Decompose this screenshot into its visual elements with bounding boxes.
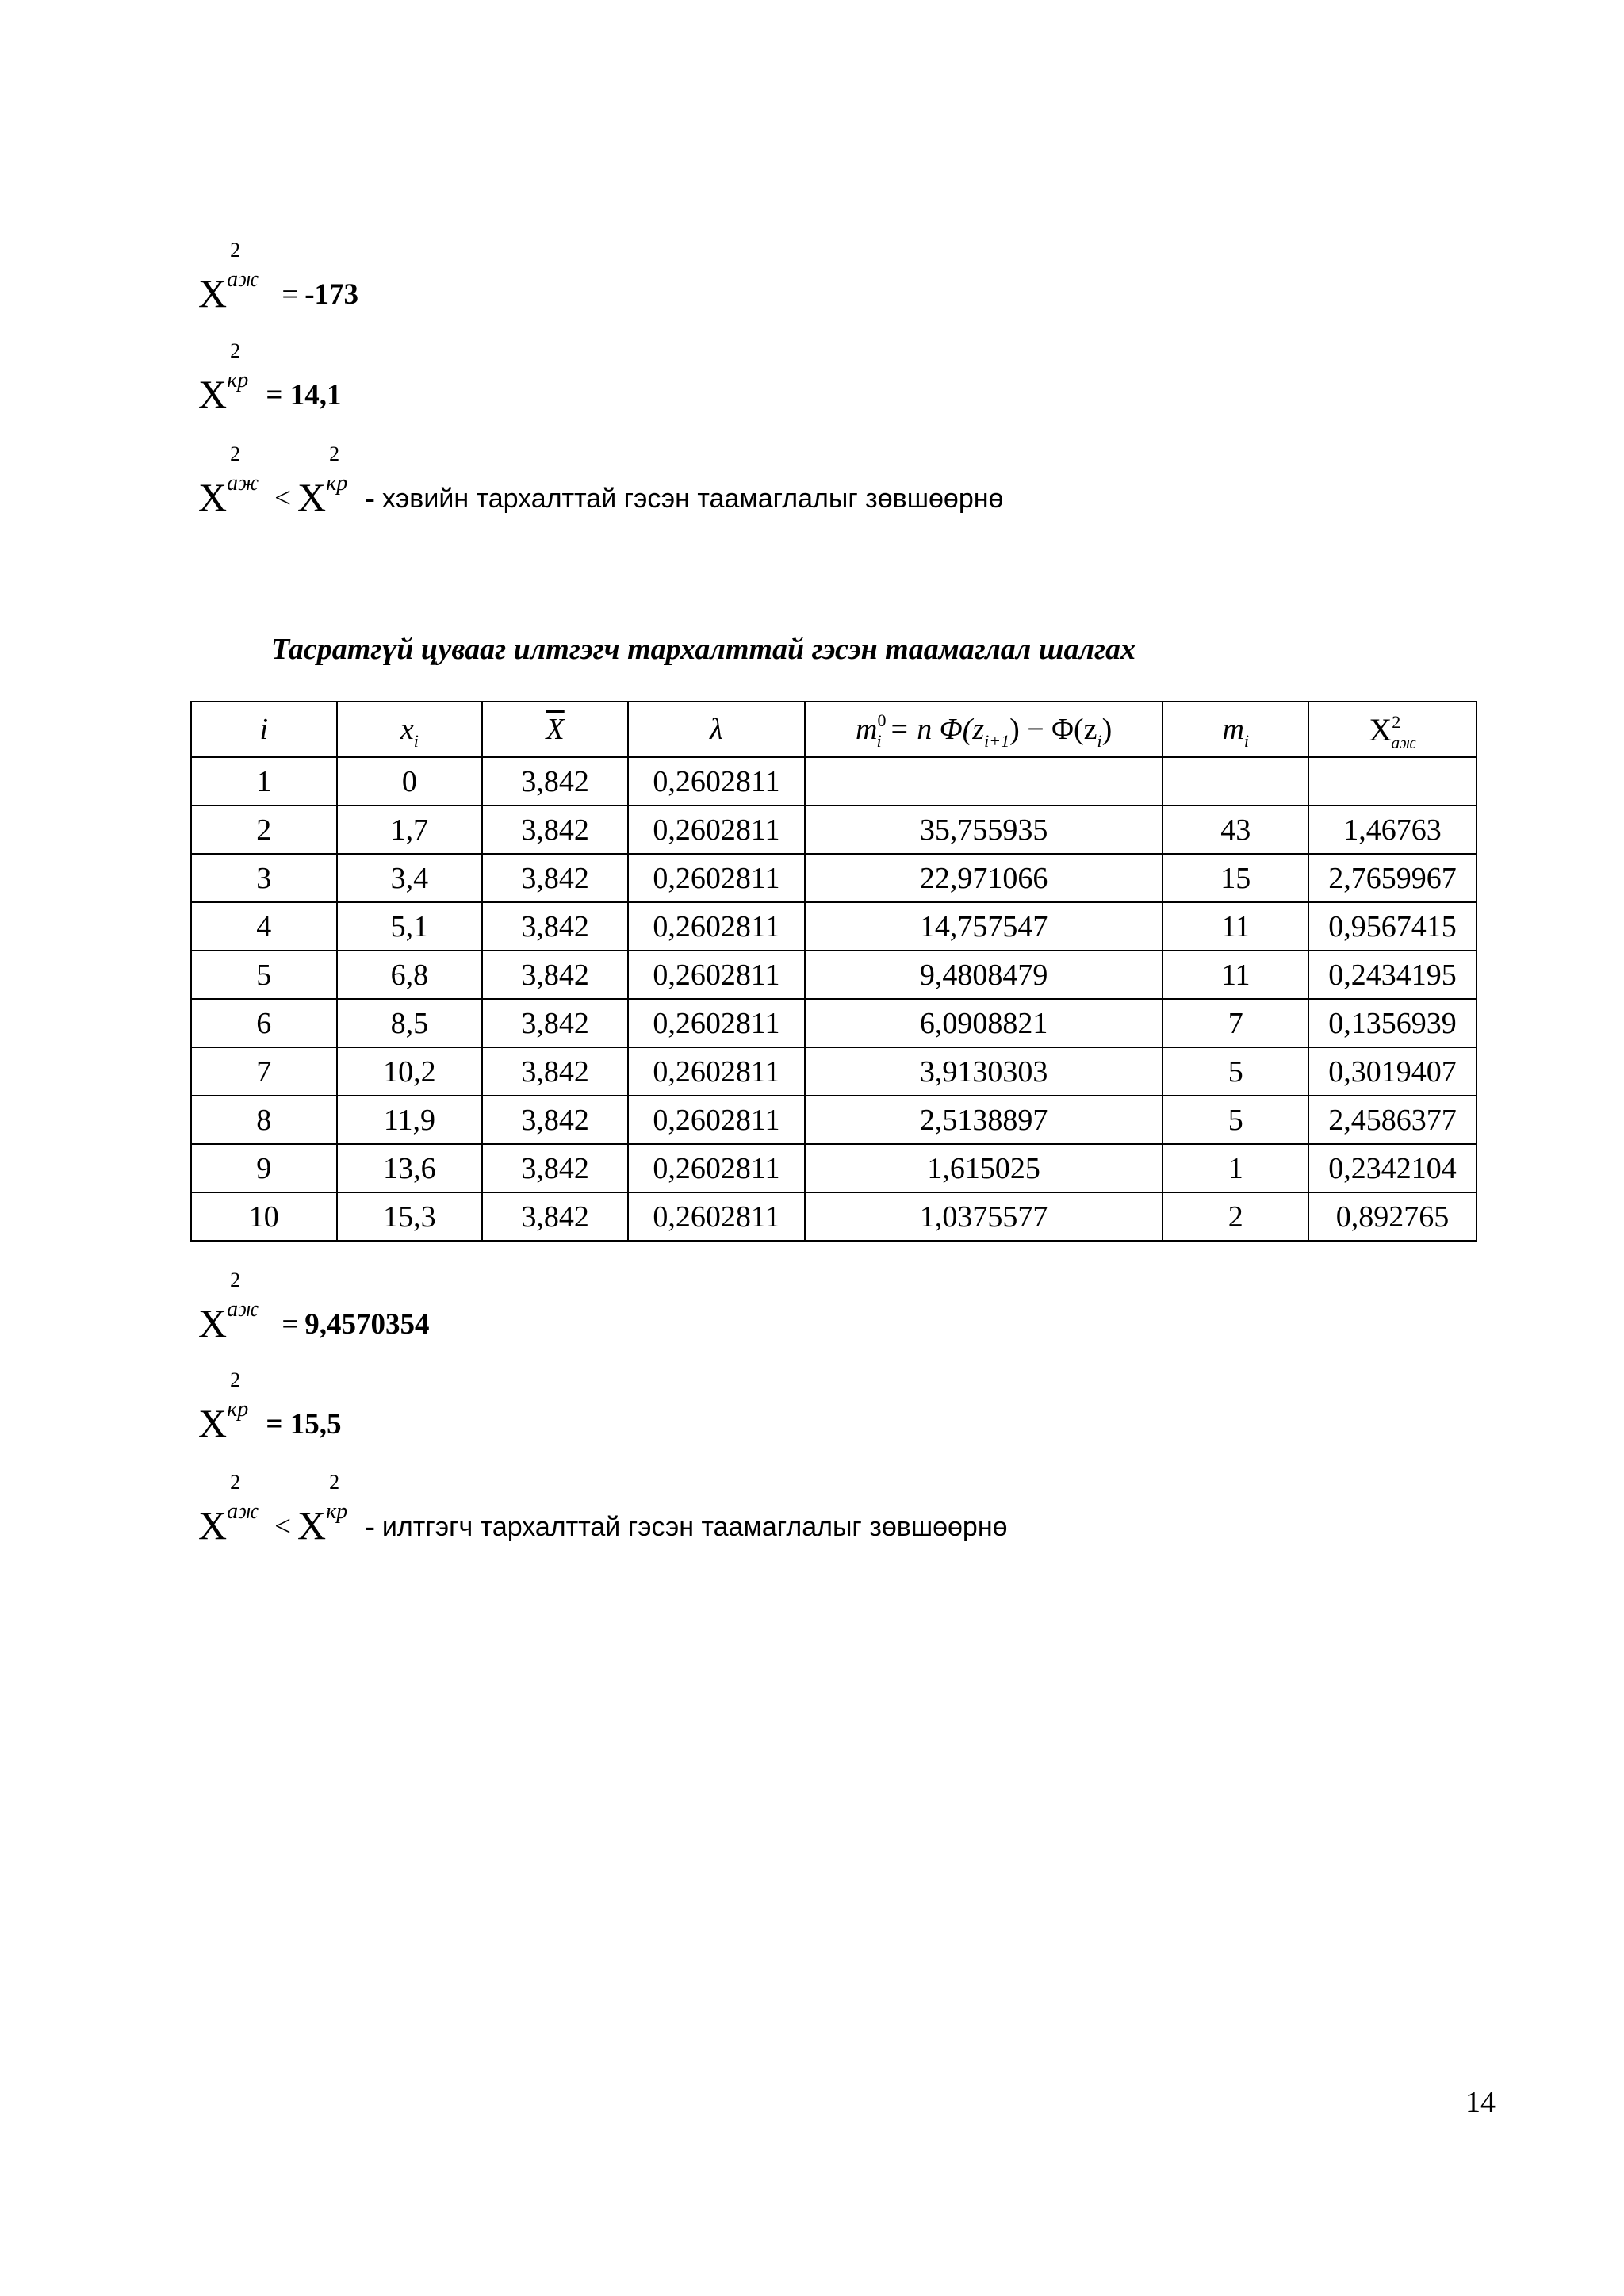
page-number: 14	[1465, 2086, 1496, 2119]
header-i: i	[191, 702, 337, 757]
chi-superscript: 2	[230, 339, 241, 362]
table-row	[191, 806, 1477, 854]
cell-x: 1,7	[337, 806, 483, 854]
cell-i: 10	[191, 1192, 337, 1241]
header-lambda: λ	[628, 702, 805, 757]
chi-subscript: кр	[227, 368, 249, 392]
chi-symbol: X	[198, 271, 228, 316]
cell-mean: 3,842	[482, 757, 628, 806]
cell-expected: 14,757547	[805, 902, 1163, 951]
cell-lambda: 0,2602811	[628, 757, 805, 806]
cell-mean: 3,842	[482, 902, 628, 951]
cell-observed: 7	[1162, 999, 1308, 1047]
chi-symbol: X	[198, 372, 228, 416]
header-x: $x_i$	[337, 702, 483, 757]
cell-observed: 1	[1162, 1144, 1308, 1192]
cell-x: 11,9	[337, 1096, 483, 1144]
equals-sign: =	[266, 1408, 283, 1441]
cell-chi: 0,1356939	[1308, 999, 1477, 1047]
chi-symbol: X	[198, 475, 228, 519]
cell-chi: 2,4586377	[1308, 1096, 1477, 1144]
cell-i: 9	[191, 1144, 337, 1192]
cell-observed: 2	[1162, 1192, 1308, 1241]
cell-x: 8,5	[337, 999, 483, 1047]
cell-x: 10,2	[337, 1047, 483, 1096]
chi-superscript: 2	[230, 442, 241, 465]
cell-observed: 11	[1162, 902, 1308, 951]
cell-chi: 0,2434195	[1308, 951, 1477, 999]
chi-symbol: X	[198, 1401, 228, 1445]
table-row	[191, 1144, 1477, 1192]
chi-square-observed-1	[198, 239, 359, 316]
cell-lambda: 0,2602811	[628, 1096, 805, 1144]
cell-x: 3,4	[337, 854, 483, 902]
cell-chi: 0,892765	[1308, 1192, 1477, 1241]
cell-x: 0	[337, 757, 483, 806]
cell-lambda: 0,2602811	[628, 1144, 805, 1192]
chi-subscript: аж	[227, 267, 259, 292]
less-than-sign: <	[274, 482, 291, 515]
hypothesis-conclusion-1	[198, 442, 1004, 519]
header-mean: $\overline{X}$	[482, 702, 628, 757]
header-expected-frequency: $m^0_i = n$ $\Phi(z_{i+1}) - \Phi(z_i)$	[805, 702, 1163, 757]
cell-chi	[1308, 757, 1477, 806]
chi-symbol: X	[297, 1503, 327, 1548]
cell-expected: 1,615025	[805, 1144, 1163, 1192]
header-observed-frequency: $m_i$	[1162, 702, 1308, 757]
chi-subscript: аж	[227, 471, 259, 496]
chi-superscript: 2	[230, 1368, 241, 1391]
chi-subscript: кр	[227, 1397, 249, 1422]
chi-square-critical-1	[198, 339, 342, 416]
cell-expected: 3,9130303	[805, 1047, 1163, 1096]
cell-i: 7	[191, 1047, 337, 1096]
exponential-test-table	[190, 701, 1477, 1242]
equals-sign: =	[282, 1308, 299, 1341]
cell-expected: 2,5138897	[805, 1096, 1163, 1144]
chi-superscript: 2	[329, 442, 340, 465]
cell-chi: 1,46763	[1308, 806, 1477, 854]
cell-lambda: 0,2602811	[628, 999, 805, 1047]
cell-chi: 0,9567415	[1308, 902, 1477, 951]
cell-chi: 2,7659967	[1308, 854, 1477, 902]
equals-sign: =	[266, 379, 283, 411]
cell-expected: 35,755935	[805, 806, 1163, 854]
chi-subscript: аж	[227, 1499, 259, 1524]
cell-i: 8	[191, 1096, 337, 1144]
chi-subscript: кр	[326, 1499, 348, 1524]
chi-superscript: 2	[230, 1471, 241, 1494]
cell-lambda: 0,2602811	[628, 1047, 805, 1096]
chi-symbol: X	[297, 475, 327, 519]
cell-expected: 22,971066	[805, 854, 1163, 902]
header-chi-square: $X^2_{аж}$	[1308, 702, 1477, 757]
cell-lambda: 0,2602811	[628, 902, 805, 951]
chi-square-critical-2	[198, 1368, 342, 1445]
chi-symbol: X	[198, 1503, 228, 1548]
chi-critical-value: 15,5	[289, 1408, 342, 1441]
conclusion-text: хэвийн тархалттай гэсэн таамаглалыг зөвшөөрнө	[381, 484, 1004, 514]
dash: -	[365, 482, 375, 515]
table-header-row	[191, 702, 1477, 757]
chi-superscript: 2	[230, 1269, 241, 1292]
cell-observed	[1162, 757, 1308, 806]
cell-mean: 3,842	[482, 999, 628, 1047]
cell-lambda: 0,2602811	[628, 1192, 805, 1241]
table-row	[191, 757, 1477, 806]
cell-x: 15,3	[337, 1192, 483, 1241]
chi-square-observed-2	[198, 1269, 430, 1345]
section-heading: Тасратгүй цуваaг илтгэгч тархалттай гэсэн таамаглал шалгах	[271, 633, 1136, 666]
cell-chi: 0,3019407	[1308, 1047, 1477, 1096]
cell-i: 3	[191, 854, 337, 902]
cell-observed: 43	[1162, 806, 1308, 854]
dash: -	[365, 1510, 375, 1543]
chi-superscript: 2	[329, 1471, 340, 1494]
cell-i: 6	[191, 999, 337, 1047]
hypothesis-conclusion-2	[198, 1471, 1008, 1548]
cell-mean: 3,842	[482, 854, 628, 902]
table-row	[191, 902, 1477, 951]
cell-x: 13,6	[337, 1144, 483, 1192]
cell-mean: 3,842	[482, 1192, 628, 1241]
cell-i: 4	[191, 902, 337, 951]
cell-i: 2	[191, 806, 337, 854]
cell-lambda: 0,2602811	[628, 951, 805, 999]
cell-i: 5	[191, 951, 337, 999]
cell-i: 1	[191, 757, 337, 806]
cell-expected: 9,4808479	[805, 951, 1163, 999]
chi-observed-value: 9,4570354	[304, 1308, 430, 1341]
table-row	[191, 1192, 1477, 1241]
cell-mean: 3,842	[482, 806, 628, 854]
table-row	[191, 1096, 1477, 1144]
cell-lambda: 0,2602811	[628, 854, 805, 902]
cell-x: 5,1	[337, 902, 483, 951]
chi-subscript: кр	[326, 471, 348, 496]
table-row	[191, 951, 1477, 999]
cell-mean: 3,842	[482, 951, 628, 999]
less-than-sign: <	[274, 1510, 291, 1543]
chi-symbol: X	[198, 1301, 228, 1345]
cell-observed: 5	[1162, 1096, 1308, 1144]
cell-observed: 15	[1162, 854, 1308, 902]
chi-observed-value: -173	[304, 278, 359, 311]
cell-mean: 3,842	[482, 1144, 628, 1192]
cell-observed: 11	[1162, 951, 1308, 999]
table-row	[191, 999, 1477, 1047]
cell-mean: 3,842	[482, 1096, 628, 1144]
cell-chi: 0,2342104	[1308, 1144, 1477, 1192]
cell-expected: 6,0908821	[805, 999, 1163, 1047]
cell-expected: 1,0375577	[805, 1192, 1163, 1241]
cell-expected	[805, 757, 1163, 806]
chi-superscript: 2	[230, 239, 241, 262]
table-row	[191, 1047, 1477, 1096]
cell-mean: 3,842	[482, 1047, 628, 1096]
table-row	[191, 854, 1477, 902]
cell-x: 6,8	[337, 951, 483, 999]
conclusion-text: илтгэгч тархалттай гэсэн таамаглалыг зөвшөөрнө	[381, 1512, 1008, 1542]
chi-critical-value: 14,1	[289, 379, 342, 411]
cell-observed: 5	[1162, 1047, 1308, 1096]
cell-lambda: 0,2602811	[628, 806, 805, 854]
chi-subscript: аж	[227, 1297, 259, 1322]
equals-sign: =	[282, 278, 299, 311]
